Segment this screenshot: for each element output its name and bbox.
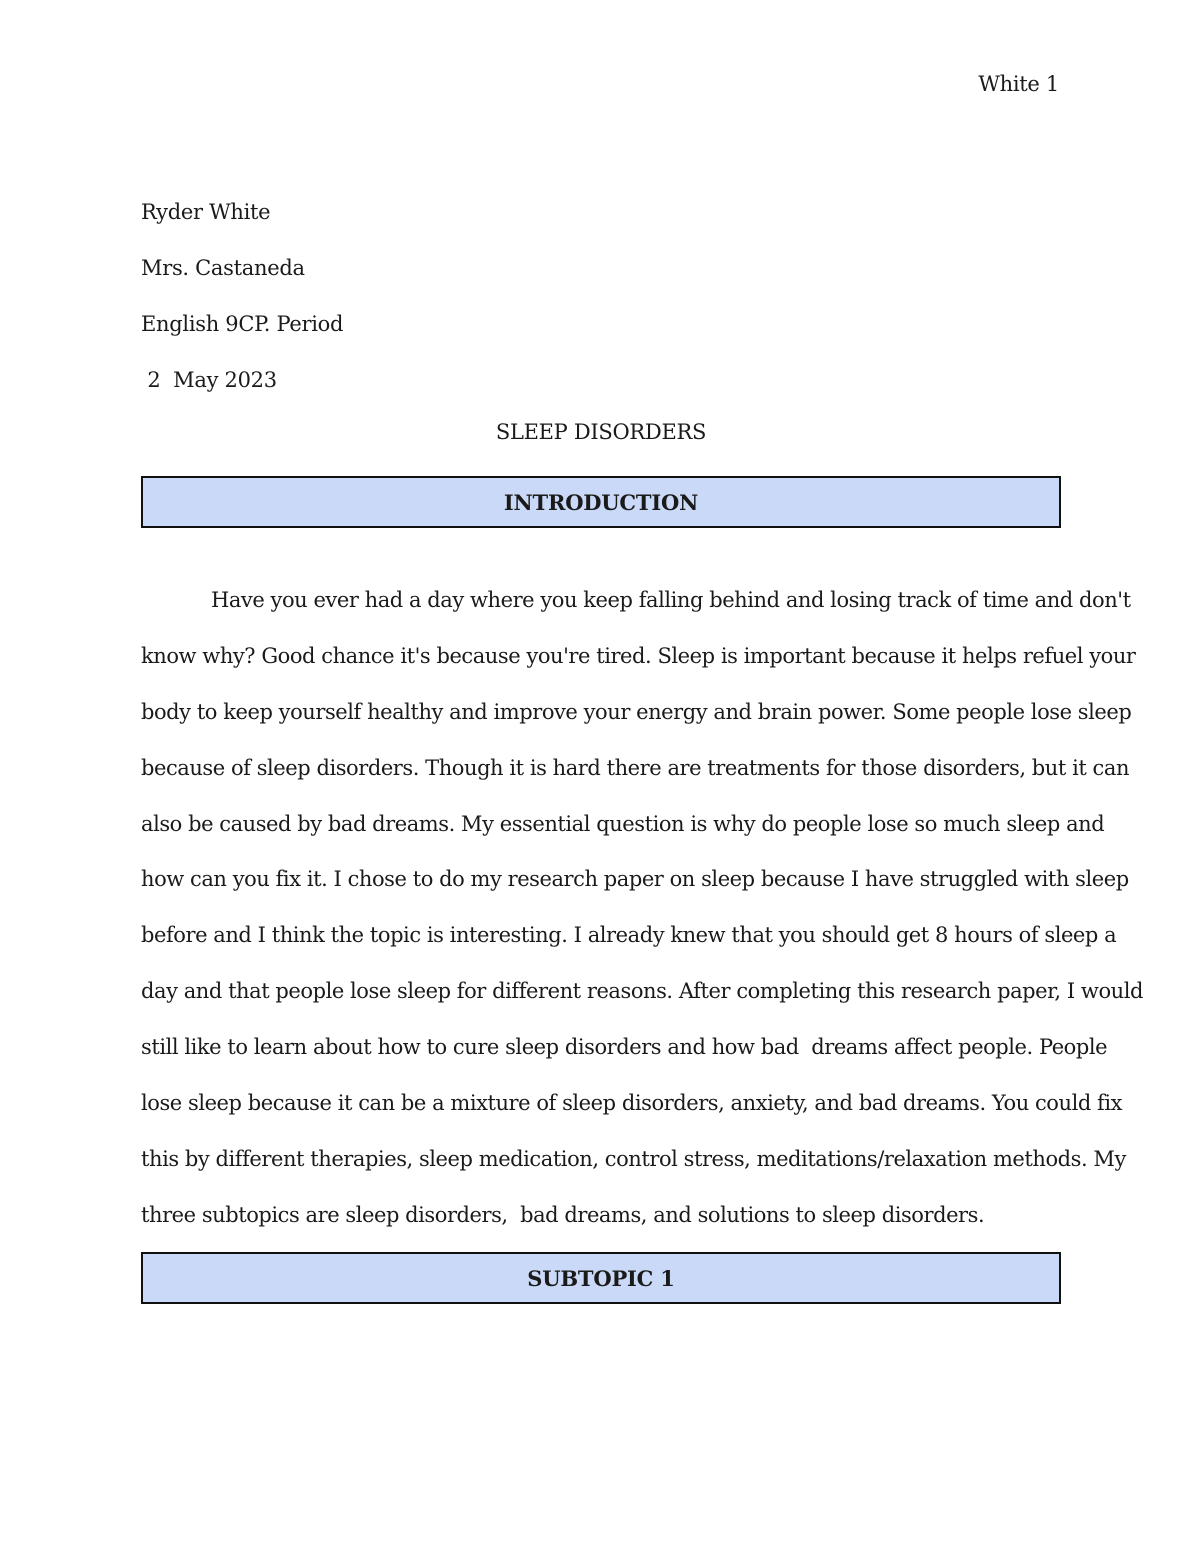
paragraph-line: day and that people lose sleep for different reasons. After completing this research paper, I would xyxy=(141,979,1143,1004)
author-name: Ryder White xyxy=(141,200,271,224)
paragraph-line: body to keep yourself healthy and improve your energy and brain power. Some people lose sleep xyxy=(141,699,1132,724)
introduction-paragraph xyxy=(141,584,1143,1255)
page-header-number: White 1 xyxy=(978,72,1059,96)
date: 2 May 2023 xyxy=(141,368,277,392)
paragraph-line: know why? Good chance it's because you're tired. Sleep is important because it helps refuel your xyxy=(141,643,1136,668)
paragraph-line: lose sleep because it can be a mixture of sleep disorders, anxiety, and bad dreams. You could fix xyxy=(141,1091,1123,1116)
paragraph-line: because of sleep disorders. Though it is hard there are treatments for those disorders, but it can xyxy=(141,755,1130,780)
paragraph-line: still like to learn about how to cure sleep disorders and how bad dreams affect people. People xyxy=(141,1035,1108,1060)
paragraph-line: three subtopics are sleep disorders, bad dreams, and solutions to sleep disorders. xyxy=(141,1202,985,1227)
mla-heading xyxy=(141,196,1061,420)
section-heading-introduction: INTRODUCTION xyxy=(141,476,1061,528)
paragraph-line: also be caused by bad dreams. My essential question is why do people lose so much sleep and xyxy=(141,811,1105,836)
section-heading-subtopic-1: SUBTOPIC 1 xyxy=(141,1252,1061,1304)
paper-title: SLEEP DISORDERS xyxy=(495,420,707,444)
paragraph-line: before and I think the topic is interesting. I already knew that you should get 8 hours of sleep a xyxy=(141,923,1117,948)
paragraph-line: this by different therapies, sleep medication, control stress, meditations/relaxation methods. My xyxy=(141,1146,1126,1171)
paragraph-line: Have you ever had a day where you keep falling behind and losing track of time and don't xyxy=(211,588,1131,612)
paragraph-line: how can you fix it. I chose to do my research paper on sleep because I have struggled with sleep xyxy=(141,867,1129,892)
course-name: English 9CP. Period xyxy=(141,312,344,336)
instructor-name: Mrs. Castaneda xyxy=(141,256,305,280)
